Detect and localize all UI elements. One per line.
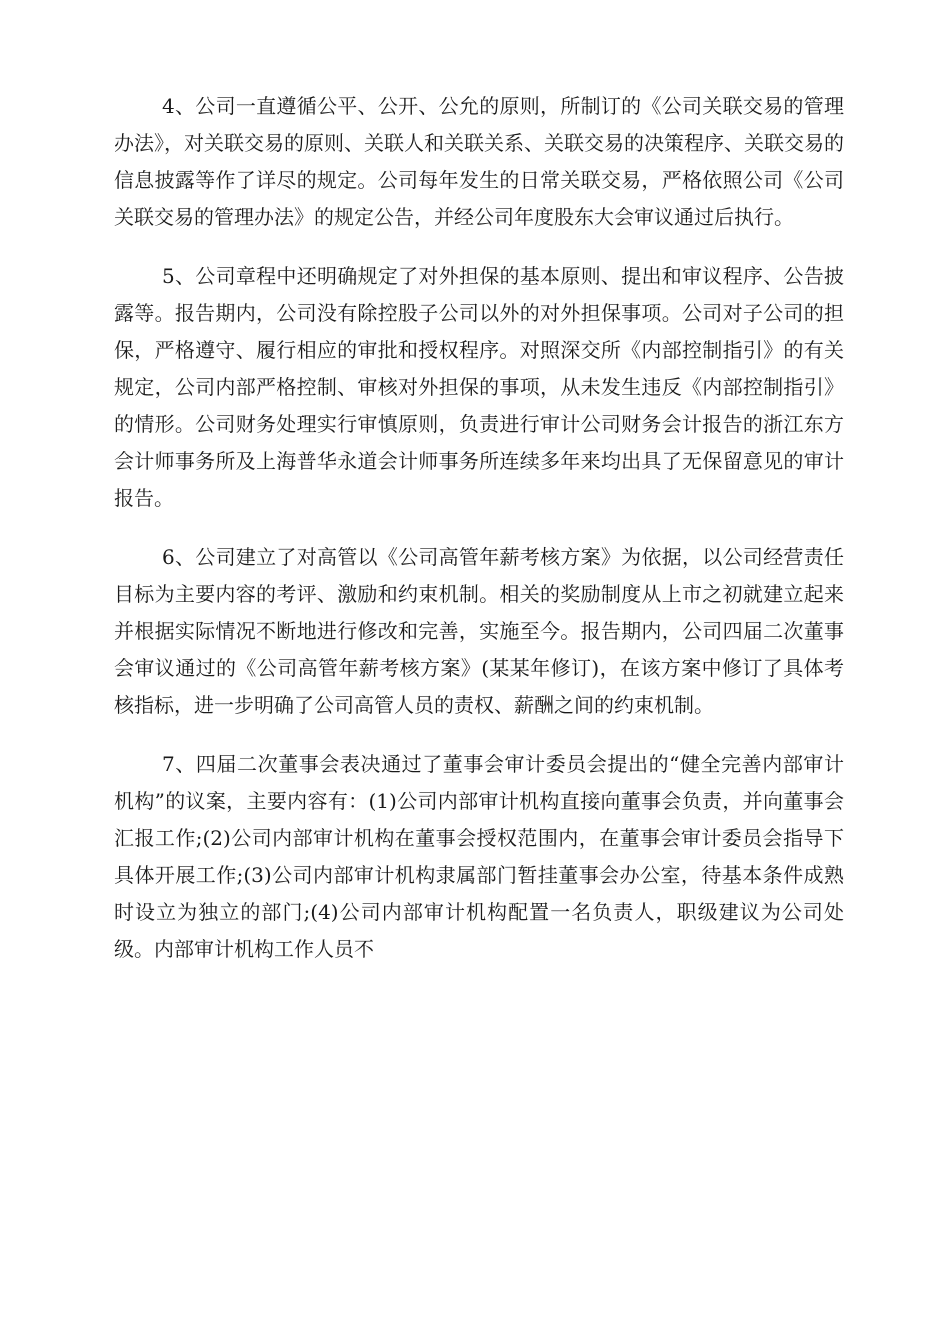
paragraph-6: 6、公司建立了对高管以《公司高管年薪考核方案》为依据，以公司经营责任目标为主要内容的考评、激励和约束机制。相关的奖励制度从上市之初就建立起来并根据实际情况不断地进行修改和完善，实施至今。报告期内，公司四届二次董事会审议通过的《公司高管年薪考核方案》(某某年修订)，在该方案中修订了具体考核指标，进一步明确了公司高管人员的责权、薪酬之间的约束机制。 (114, 545, 844, 717)
document-body (114, 88, 844, 990)
paragraph-7: 7、四届二次董事会表决通过了董事会审计委员会提出的“健全完善内部审计机构”的议案，主要内容有：(1)公司内部审计机构直接向董事会负责，并向董事会汇报工作;(2)公司内部审计机构在董事会授权范围内，在董事会审计委员会指导下具体开展工作;(3)公司内部审计机构隶属部门暂挂董事会办公室，待基本条件成熟时设立为独立的部门;(4)公司内部审计机构配置一名负责人，职级建议为公司处级。内部审计机构工作人员不 (114, 752, 844, 961)
paragraph-5: 5、公司章程中还明确规定了对外担保的基本原则、提出和审议程序、公告披露等。报告期内，公司没有除控股子公司以外的对外担保事项。公司对子公司的担保，严格遵守、履行相应的审批和授权程序。对照深交所《内部控制指引》的有关规定，公司内部严格控制、审核对外担保的事项，从未发生违反《内部控制指引》的情形。公司财务处理实行审慎原则，负责进行审计公司财务会计报告的浙江东方会计师事务所及上海普华永道会计师事务所连续多年来均出具了无保留意见的审计报告。 (114, 264, 844, 510)
paragraph-4: 4、公司一直遵循公平、公开、公允的原则，所制订的《公司关联交易的管理办法》，对关联交易的原则、关联人和关联关系、关联交易的决策程序、关联交易的信息披露等作了详尽的规定。公司每年发生的日常关联交易，严格依照公司《公司关联交易的管理办法》的规定公告，并经公司年度股东大会审议通过后执行。 (114, 94, 844, 229)
